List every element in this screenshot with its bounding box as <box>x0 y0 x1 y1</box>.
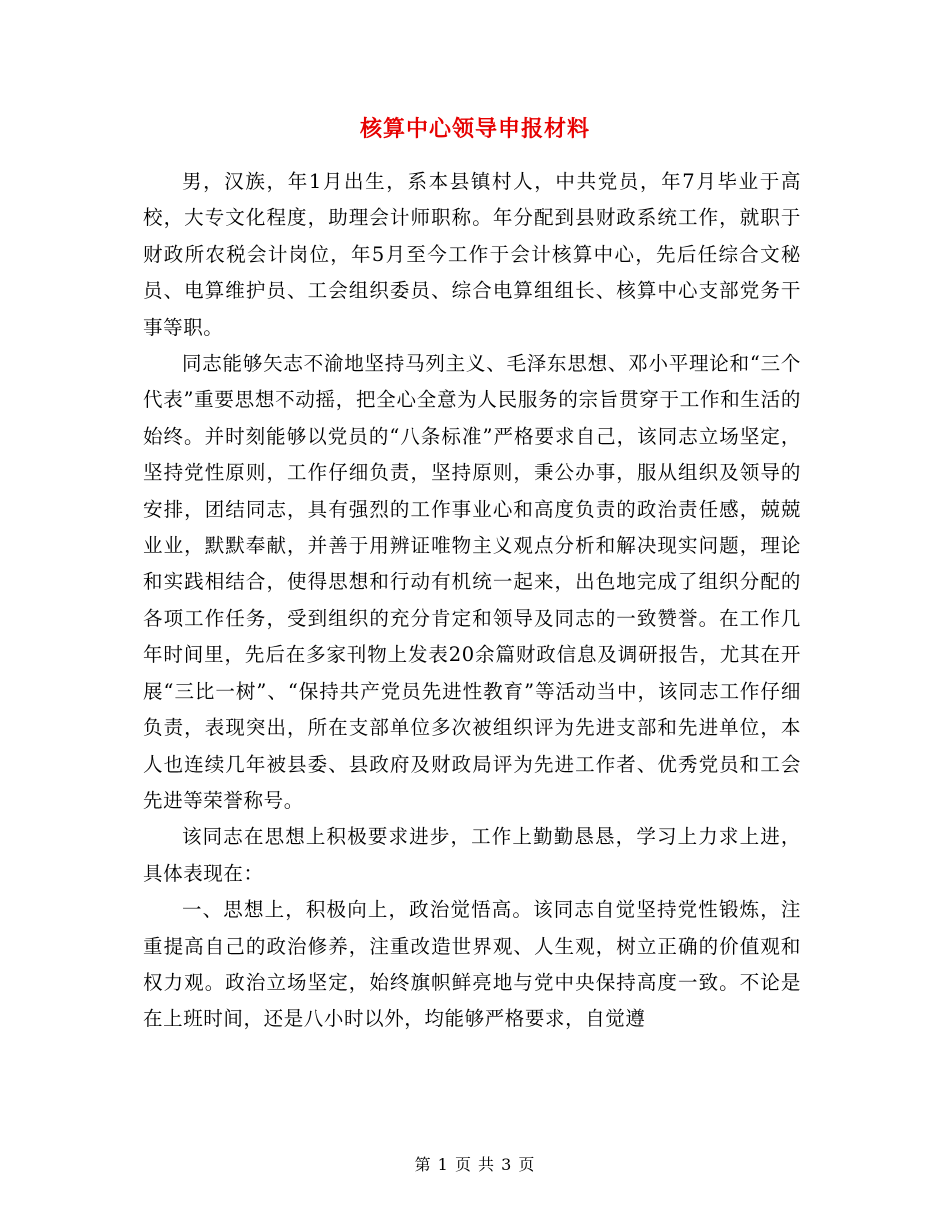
paragraph-evaluation: 同志能够矢志不渝地坚持马列主义、毛泽东思想、邓小平理论和“三个代表”重要思想不动摇，把全心全意为人民服务的宗旨贯穿于工作和生活的始终。并时刻能够以党员的“八条标准”严格要求自己，该同志立场坚定，坚持党性原则，工作仔细负责，坚持原则，秉公办事，服从组织及领导的安排，团结同志，具有强烈的工作事业心和高度负责的政治责任感，兢兢业业，默默奉献，并善于用辨证唯物主义观点分析和解决现实问题，理论和实践相结合，使得思想和行动有机统一起来，出色地完成了组织分配的各项工作任务，受到组织的充分肯定和领导及同志的一致赞誉。在工作几年时间里，先后在多家刊物上发表20余篇财政信息及调研报告，尤其在开展“三比一树”、“保持共产党员先进性教育”等活动当中，该同志工作仔细负责，表现突出，所在支部单位多次被组织评为先进支部和先进单位，本人也连续几年被县委、县政府及财政局评为先进工作者、优秀党员和工会先进等荣誉称号。 <box>143 352 801 812</box>
paragraph-intro: 男，汉族，年1月出生，系本县镇村人，中共党员，年7月毕业于高校，大专文化程度，助理会计师职称。年分配到县财政系统工作，就职于财政所农税会计岗位，年5月至今工作于会计核算中心，先后任综合文秘员、电算维护员、工会组织委员、综合电算组组长、核算中心支部党务干事等职。 <box>143 170 801 339</box>
document-body <box>143 164 801 1038</box>
paragraph-section-one: 一、思想上，积极向上，政治觉悟高。该同志自觉坚持党性锻炼，注重提高自己的政治修养，注重改造世界观、人生观，树立正确的价值观和权力观。政治立场坚定，始终旗帜鲜亮地与党中央保持高度一致。不论是在上班时间，还是八小时以外，均能够严格要求，自觉遵 <box>143 898 801 1031</box>
page-footer: 第 1 页 共 3 页 <box>414 1155 536 1174</box>
document-title: 核算中心领导申报材料 <box>359 116 590 142</box>
paragraph-summary: 该同志在思想上积极要求进步，工作上勤勤恳恳，学习上力求上进，具体表现在： <box>143 825 801 885</box>
